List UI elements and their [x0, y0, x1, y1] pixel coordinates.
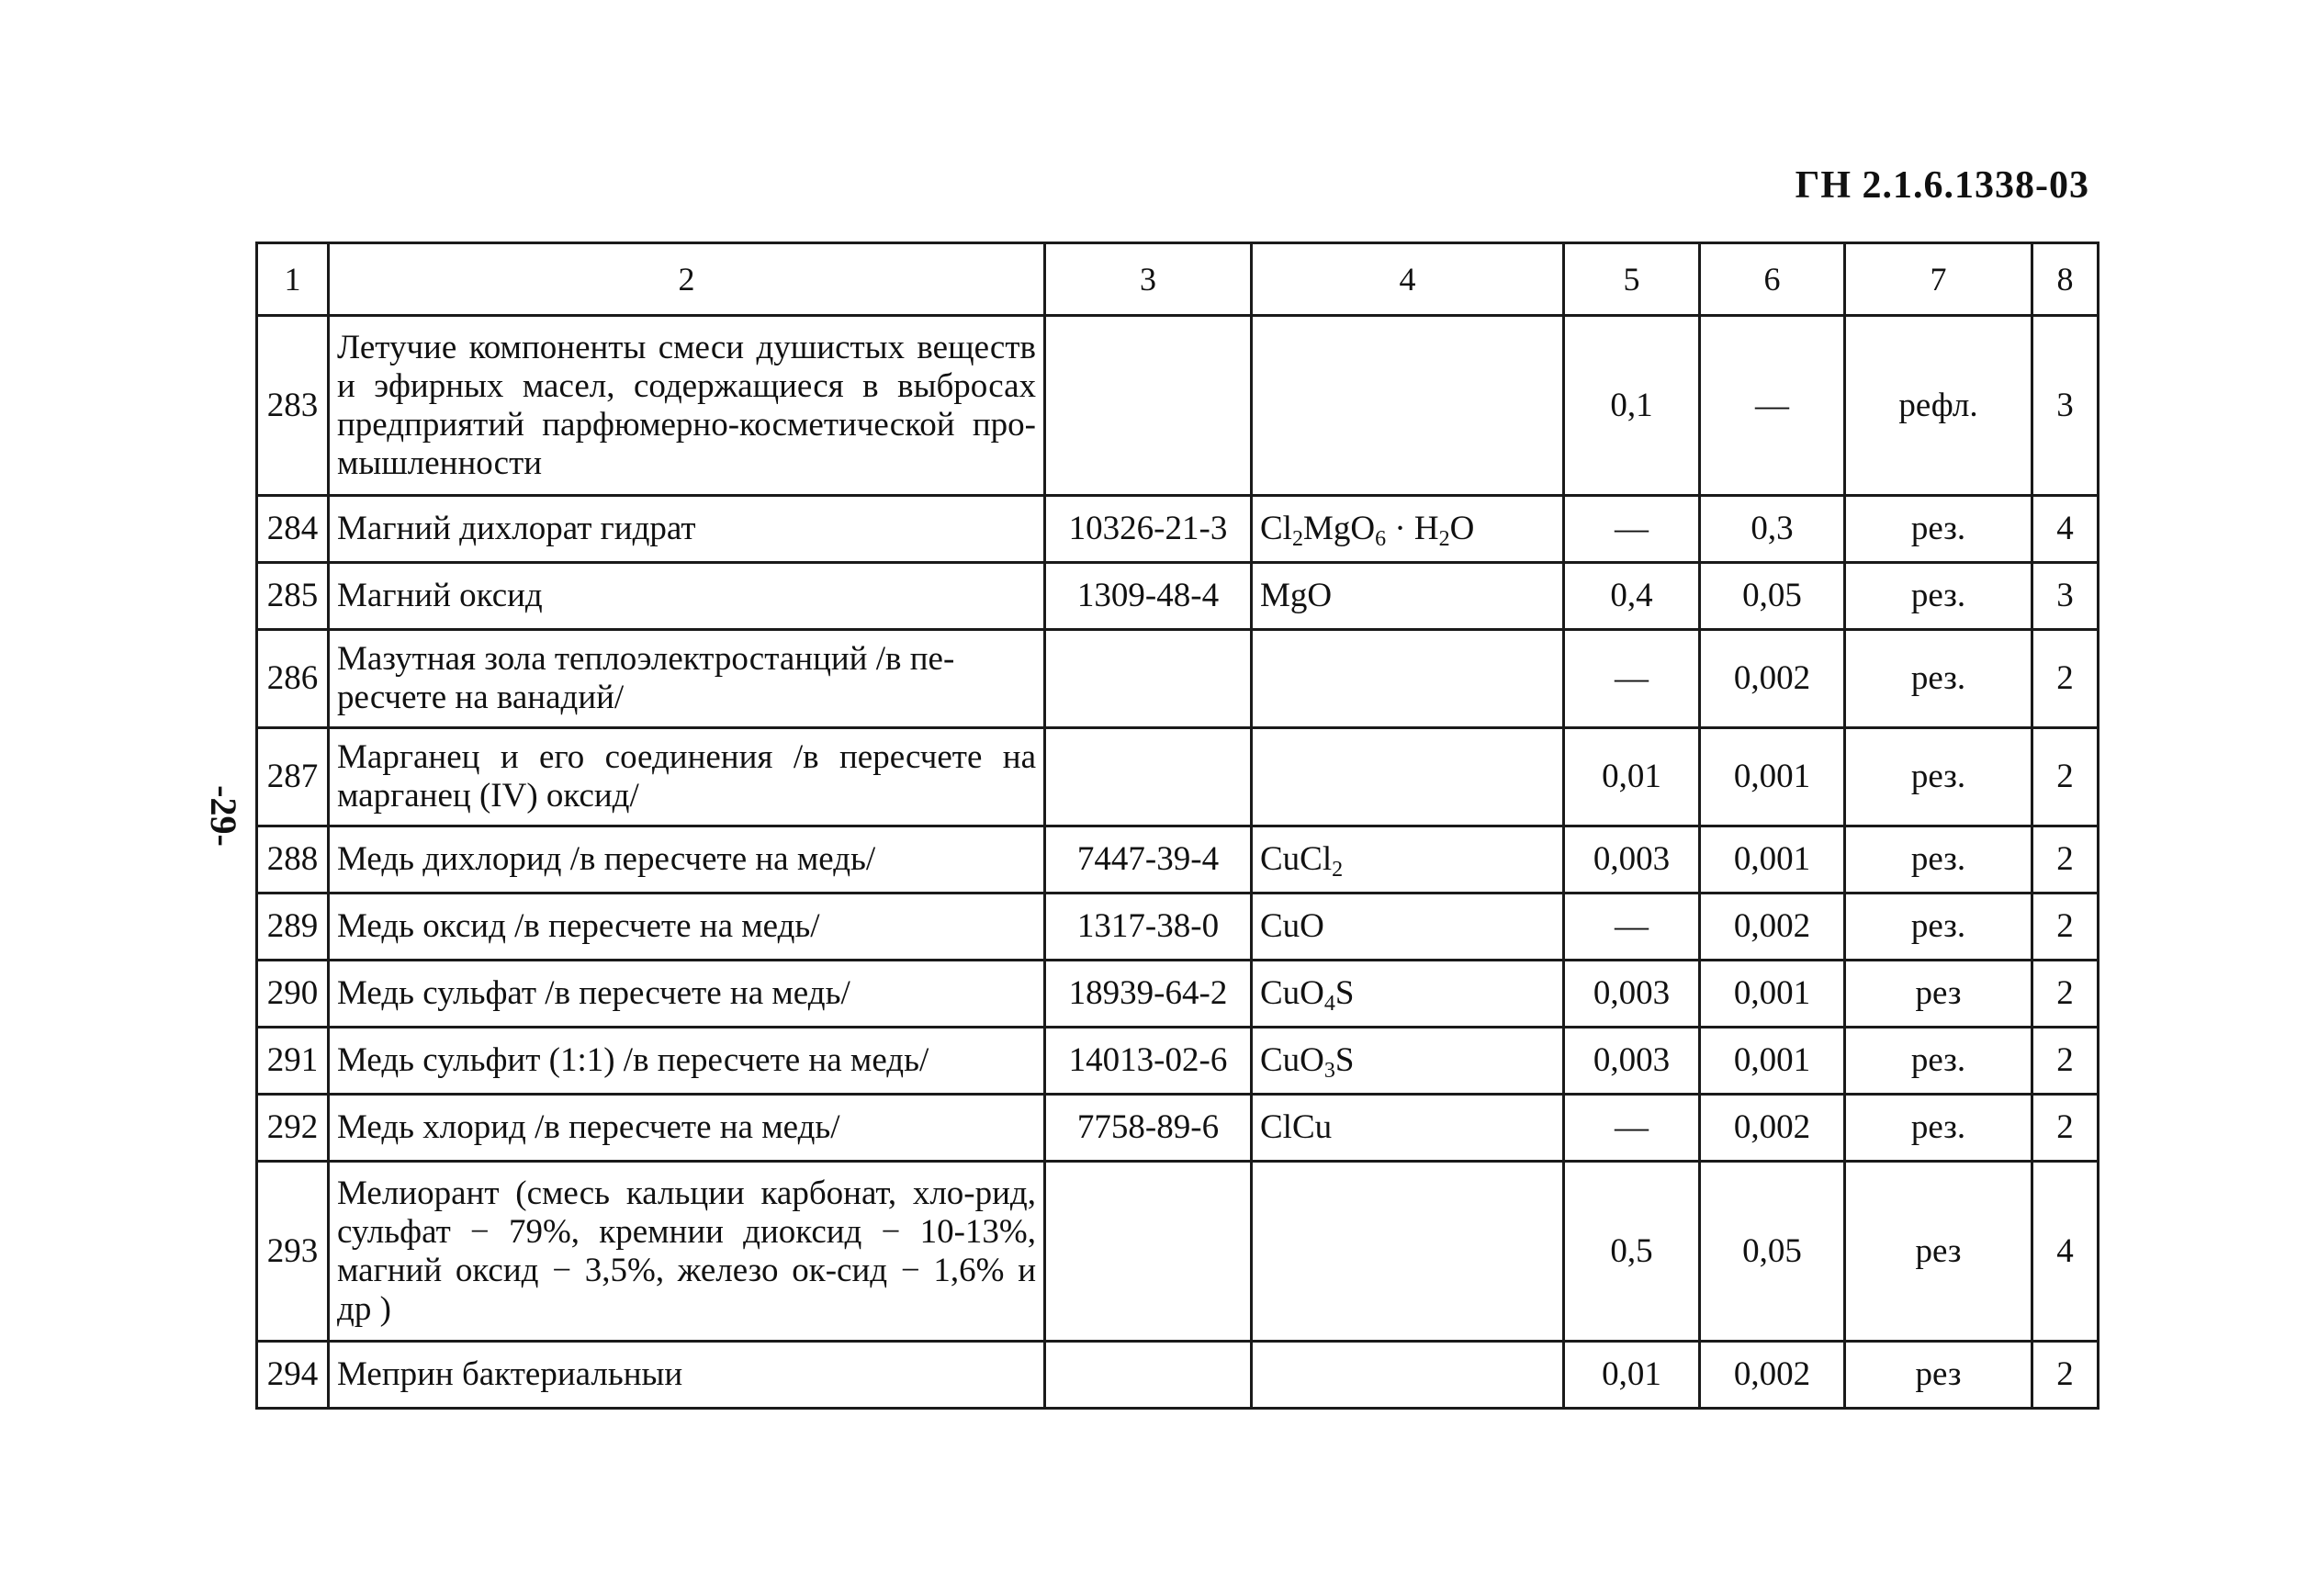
table-row: [257, 563, 2099, 630]
cas-number: [1045, 1342, 1252, 1409]
hazard-class: 2: [2032, 894, 2099, 961]
row-number: 288: [257, 826, 329, 894]
row-number: 293: [257, 1162, 329, 1342]
cas-number: 7447-39-4: [1045, 826, 1252, 894]
value-col-5: —: [1564, 1095, 1700, 1162]
effect-type: рез.: [1845, 563, 2032, 630]
chemical-formula: ClCu: [1252, 1095, 1564, 1162]
substance-name: Медь хлорид /в пересчете на медь/: [329, 1095, 1045, 1162]
chemical-formula: [1252, 1162, 1564, 1342]
value-col-6: 0,001: [1700, 961, 1845, 1028]
table-row: [257, 1342, 2099, 1409]
hazard-class: 2: [2032, 630, 2099, 728]
value-col-5: —: [1564, 630, 1700, 728]
row-number: 284: [257, 496, 329, 563]
table-row: [257, 316, 2099, 496]
column-header: 2: [329, 243, 1045, 316]
cas-number: [1045, 316, 1252, 496]
column-header: 7: [1845, 243, 2032, 316]
hazard-class: 2: [2032, 826, 2099, 894]
cas-number: 14013-02-6: [1045, 1028, 1252, 1095]
hazard-class: 2: [2032, 728, 2099, 826]
effect-type: рез.: [1845, 1095, 2032, 1162]
table-row: [257, 496, 2099, 563]
value-col-6: 0,002: [1700, 894, 1845, 961]
value-col-5: —: [1564, 496, 1700, 563]
value-col-6: 0,001: [1700, 728, 1845, 826]
value-col-6: 0,05: [1700, 1162, 1845, 1342]
value-col-6: 0,002: [1700, 1342, 1845, 1409]
value-col-5: 0,1: [1564, 316, 1700, 496]
substance-name: Марганец и его соединения /в пересчете на марганец (IV) оксид/: [329, 728, 1045, 826]
row-number: 283: [257, 316, 329, 496]
cas-number: 7758-89-6: [1045, 1095, 1252, 1162]
table-row: [257, 1162, 2099, 1342]
row-number: 286: [257, 630, 329, 728]
value-col-6: 0,05: [1700, 563, 1845, 630]
column-header: 5: [1564, 243, 1700, 316]
effect-type: рез.: [1845, 496, 2032, 563]
substance-name: Медь сульфат /в пересчете на медь/: [329, 961, 1045, 1028]
value-col-5: 0,4: [1564, 563, 1700, 630]
value-col-5: 0,5: [1564, 1162, 1700, 1342]
hazard-class: 3: [2032, 316, 2099, 496]
table-row: [257, 728, 2099, 826]
hazard-class: 2: [2032, 1028, 2099, 1095]
cas-number: 1317-38-0: [1045, 894, 1252, 961]
effect-type: рез.: [1845, 826, 2032, 894]
substance-name: Мелиорант (смесь кальции карбонат, хло-рид, сульфат − 79%, кремнии диоксид − 10-13%, магний оксид − 3,5%, железо ок-сид − 1,6% и др ): [329, 1162, 1045, 1342]
substance-name: Мазутная зола теплоэлектростанций /в пе-ресчете на ванадий/: [329, 630, 1045, 728]
hazard-class: 4: [2032, 496, 2099, 563]
hazard-class: 4: [2032, 1162, 2099, 1342]
cas-number: [1045, 630, 1252, 728]
substance-name: Магний оксид: [329, 563, 1045, 630]
row-number: 294: [257, 1342, 329, 1409]
chemical-formula: $Cl_2MgO_6 \cdot H_2O$: [1252, 496, 1564, 563]
table-row: [257, 630, 2099, 728]
chemical-formula: [1252, 1342, 1564, 1409]
column-header: 6: [1700, 243, 1845, 316]
value-col-5: —: [1564, 894, 1700, 961]
value-col-6: —: [1700, 316, 1845, 496]
cas-number: [1045, 1162, 1252, 1342]
chemical-formula: [1252, 630, 1564, 728]
effect-type: рез.: [1845, 894, 2032, 961]
effect-type: рефл.: [1845, 316, 2032, 496]
page-number: -29-: [202, 785, 244, 847]
effect-type: рез: [1845, 1342, 2032, 1409]
hazard-class: 2: [2032, 1095, 2099, 1162]
effect-type: рез.: [1845, 1028, 2032, 1095]
value-col-5: 0,003: [1564, 961, 1700, 1028]
effect-type: рез.: [1845, 630, 2032, 728]
hazard-class: 2: [2032, 961, 2099, 1028]
cas-number: 1309-48-4: [1045, 563, 1252, 630]
chemical-formula: CuO: [1252, 894, 1564, 961]
column-header: 1: [257, 243, 329, 316]
cas-number: 10326-21-3: [1045, 496, 1252, 563]
value-col-5: 0,003: [1564, 826, 1700, 894]
value-col-6: 0,002: [1700, 630, 1845, 728]
chemical-formula: CuO$_3$S: [1252, 1028, 1564, 1095]
value-col-6: 0,002: [1700, 1095, 1845, 1162]
substance-name: Медь оксид /в пересчете на медь/: [329, 894, 1045, 961]
row-number: 285: [257, 563, 329, 630]
table-row: [257, 826, 2099, 894]
column-header: 3: [1045, 243, 1252, 316]
row-number: 291: [257, 1028, 329, 1095]
row-number: 289: [257, 894, 329, 961]
chemical-formula: CuCl$_2$: [1252, 826, 1564, 894]
column-header: 4: [1252, 243, 1564, 316]
value-col-6: 0,001: [1700, 1028, 1845, 1095]
value-col-5: 0,01: [1564, 1342, 1700, 1409]
substance-name: Медь сульфит (1:1) /в пересчете на медь/: [329, 1028, 1045, 1095]
substance-name: Магний дихлорат гидрат: [329, 496, 1045, 563]
table-row: [257, 1095, 2099, 1162]
chemical-formula: CuO$_4$S: [1252, 961, 1564, 1028]
effect-type: рез.: [1845, 728, 2032, 826]
column-header: 8: [2032, 243, 2099, 316]
substance-name: Медь дихлорид /в пересчете на медь/: [329, 826, 1045, 894]
value-col-6: 0,001: [1700, 826, 1845, 894]
row-number: 287: [257, 728, 329, 826]
effect-type: рез: [1845, 1162, 2032, 1342]
table-row: [257, 894, 2099, 961]
row-number: 290: [257, 961, 329, 1028]
cas-number: [1045, 728, 1252, 826]
chemical-formula: MgO: [1252, 563, 1564, 630]
effect-type: рез: [1845, 961, 2032, 1028]
value-col-6: 0,3: [1700, 496, 1845, 563]
hazard-class: 2: [2032, 1342, 2099, 1409]
cas-number: 18939-64-2: [1045, 961, 1252, 1028]
substance-name: Летучие компоненты смеси душистых веществ и эфирных масел, содержащиеся в выбросах предприятий парфюмерно-косметической про-мышленности: [329, 316, 1045, 496]
table-header-row: [257, 243, 2099, 316]
row-number: 292: [257, 1095, 329, 1162]
table-row: [257, 961, 2099, 1028]
table-row: [257, 1028, 2099, 1095]
substance-name: Меприн бактериальныи: [329, 1342, 1045, 1409]
document-code: ГН 2.1.6.1338-03: [1795, 164, 2089, 207]
value-col-5: 0,003: [1564, 1028, 1700, 1095]
substances-table: [255, 242, 2099, 1410]
value-col-5: 0,01: [1564, 728, 1700, 826]
hazard-class: 3: [2032, 563, 2099, 630]
table-body: [257, 316, 2099, 1409]
chemical-formula: [1252, 728, 1564, 826]
chemical-formula: [1252, 316, 1564, 496]
